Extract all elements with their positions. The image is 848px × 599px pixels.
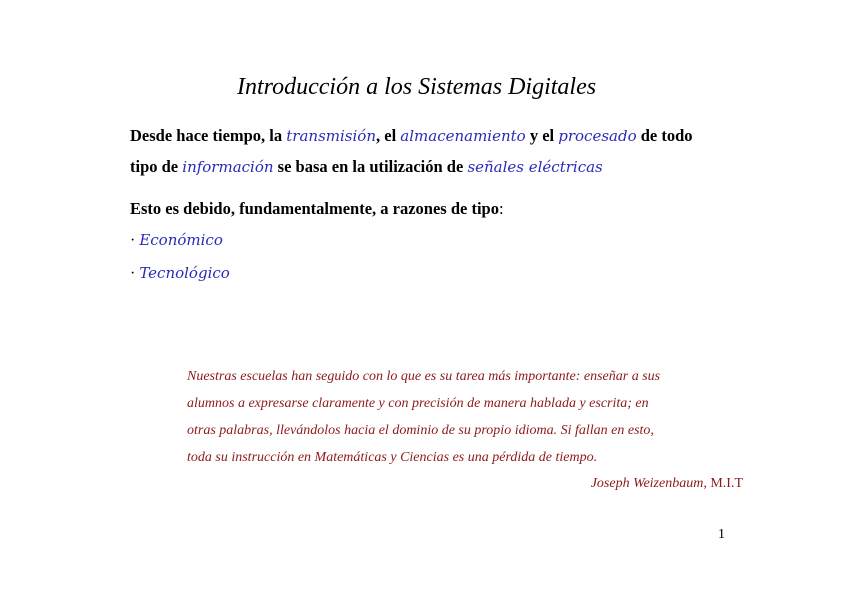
keyword-informacion: información xyxy=(182,158,274,176)
text-segment: se basa en la utilización de xyxy=(273,157,468,176)
page-number: 1 xyxy=(718,527,725,542)
keyword-procesado: procesado xyxy=(558,127,637,145)
paragraph-2 xyxy=(130,199,504,219)
paragraph-1-line-2 xyxy=(130,157,603,177)
quote-line: otras palabras, llevándolos hacia el dominio de su propio idioma. Si fallan en esto, xyxy=(187,423,654,438)
text-segment: , el xyxy=(376,126,401,145)
keyword-transmision: transmisión xyxy=(286,127,376,145)
keyword-senales-electricas: señales eléctricas xyxy=(467,158,603,176)
text-segment: y el xyxy=(525,126,559,145)
bullet-item-tecnologico xyxy=(130,264,230,283)
text-segment: de todo xyxy=(636,126,693,145)
author-name: Joseph Weizenbaum, xyxy=(590,476,707,491)
text-segment: tipo de xyxy=(130,157,183,176)
paragraph-1-line-1 xyxy=(130,126,693,146)
author-affiliation: M.I.T xyxy=(710,476,743,491)
text-segment: Esto es debido, fundamentalmente, a razones de tipo xyxy=(130,199,499,218)
bullet-label: Económico xyxy=(139,231,223,249)
slide-title: Introducción a los Sistemas Digitales xyxy=(237,74,597,100)
text-segment: Desde hace tiempo, la xyxy=(130,126,287,145)
quote-line: toda su instrucción en Matemáticas y Ciencias es una pérdida de tiempo. xyxy=(187,450,598,465)
text-colon: : xyxy=(498,199,504,218)
bullet-item-economico xyxy=(130,231,223,250)
quote-author xyxy=(591,476,743,492)
bullet-marker: · xyxy=(130,232,136,249)
bullet-marker: · xyxy=(130,265,136,282)
keyword-almacenamiento: almacenamiento xyxy=(400,127,526,145)
bullet-label: Tecnológico xyxy=(139,264,230,282)
quote-line: Nuestras escuelas han seguido con lo que es su tarea más importante: enseñar a sus xyxy=(187,369,661,384)
quote-line: alumnos a expresarse claramente y con precisión de manera hablada y escrita; en xyxy=(187,396,649,411)
